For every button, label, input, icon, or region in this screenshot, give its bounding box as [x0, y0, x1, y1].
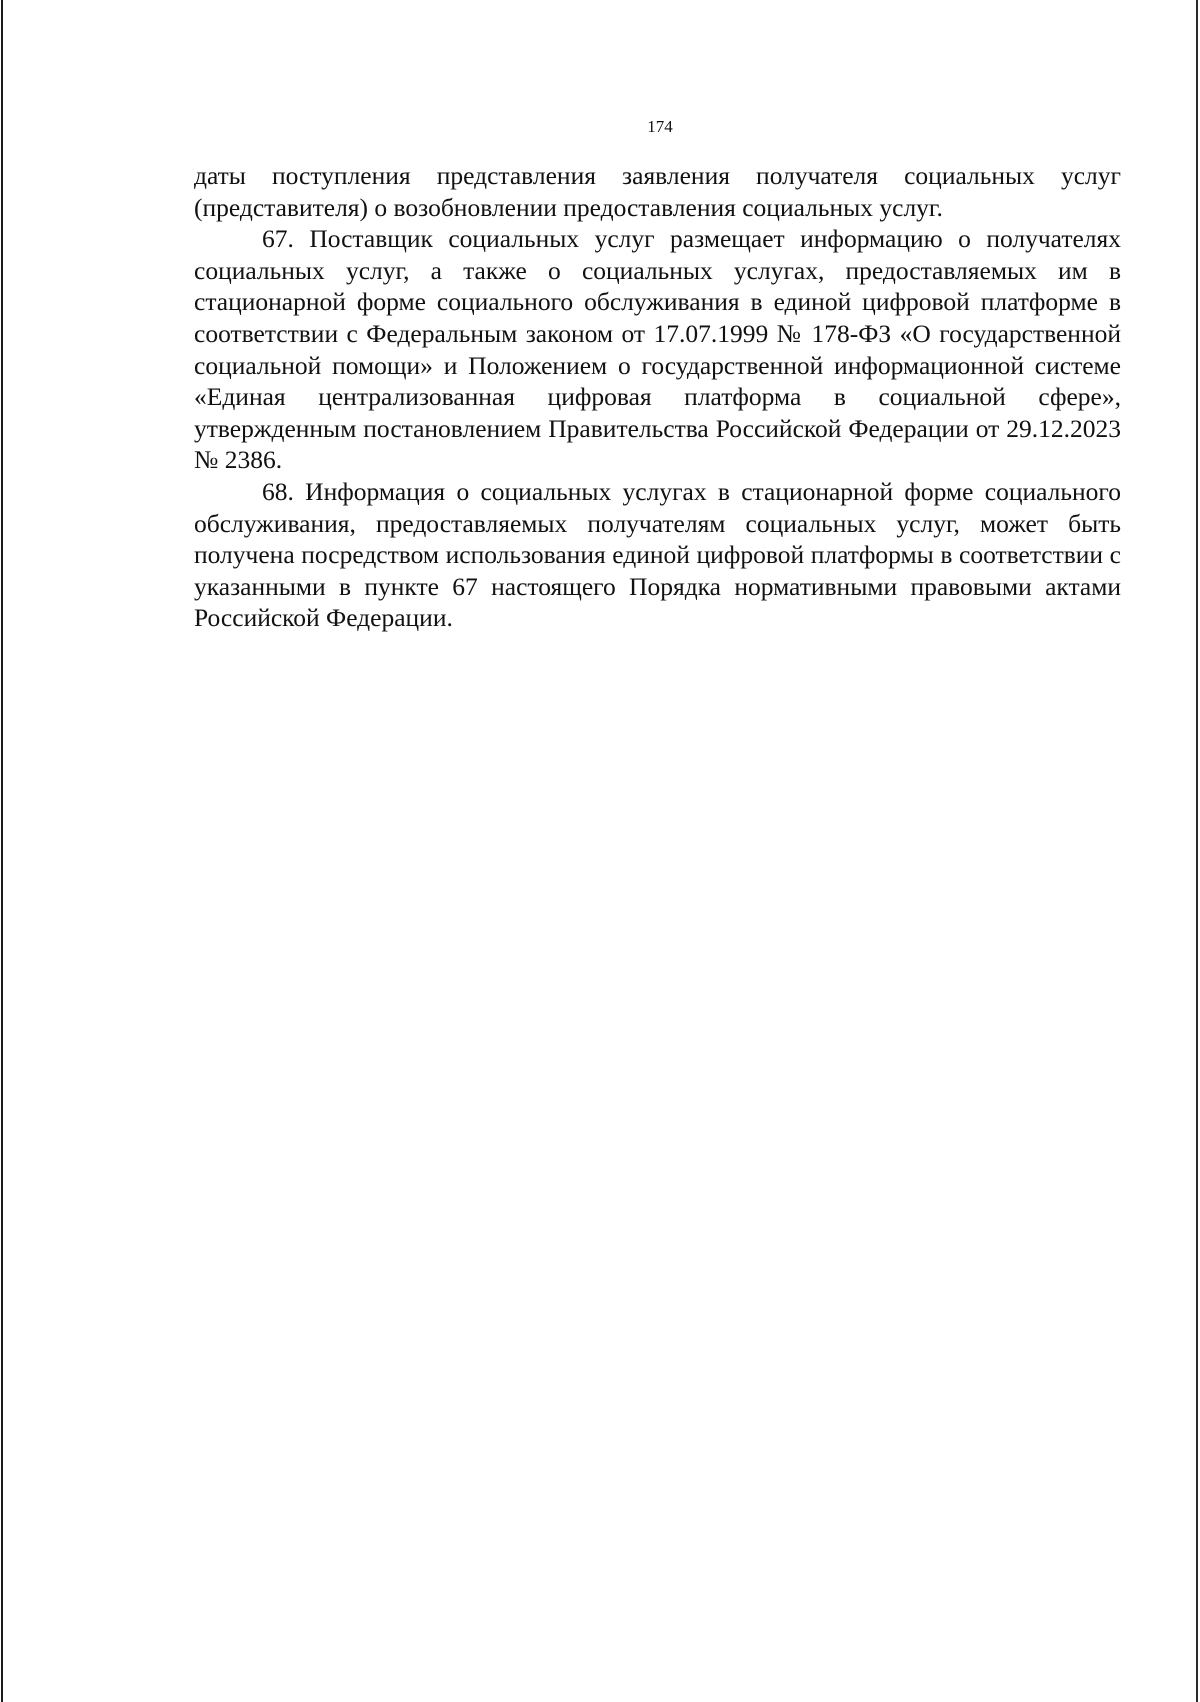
scan-left-edge	[1, 0, 3, 1702]
scan-right-edge	[1196, 0, 1198, 1702]
paragraph-continuation: даты поступления представления заявления получателя социальных услуг (представителя) о возобновлении предоставления социальных услуг.	[194, 161, 1121, 222]
body-text	[194, 160, 1121, 634]
paragraph-67: 67. Поставщик социальных услуг размещает информацию о получателях социальных услуг, а также о социальных услугах, предоставляемых им в стационарной форме социального обслуживания в единой цифровой платформе в соответствии с Федеральным законом от 17.07.1999 № 178-ФЗ «О государственной социальной помощи» и Положением о государственной информационной системе «Единая централизованная цифровая платформа в социальной сфере», утвержденным постановлением Правительства Российской Федерации от 29.12.2023 № 2386.	[194, 224, 1121, 475]
paragraph-68: 68. Информация о социальных услугах в стационарной форме социального обслуживания, предоставляемых получателям социальных услуг, может быть получена посредством использования единой цифровой платформы в соответствии с указанными в пункте 67 настоящего Порядка нормативными правовыми актами Российской Федерации.	[194, 476, 1121, 633]
page-number: 174	[647, 117, 673, 136]
